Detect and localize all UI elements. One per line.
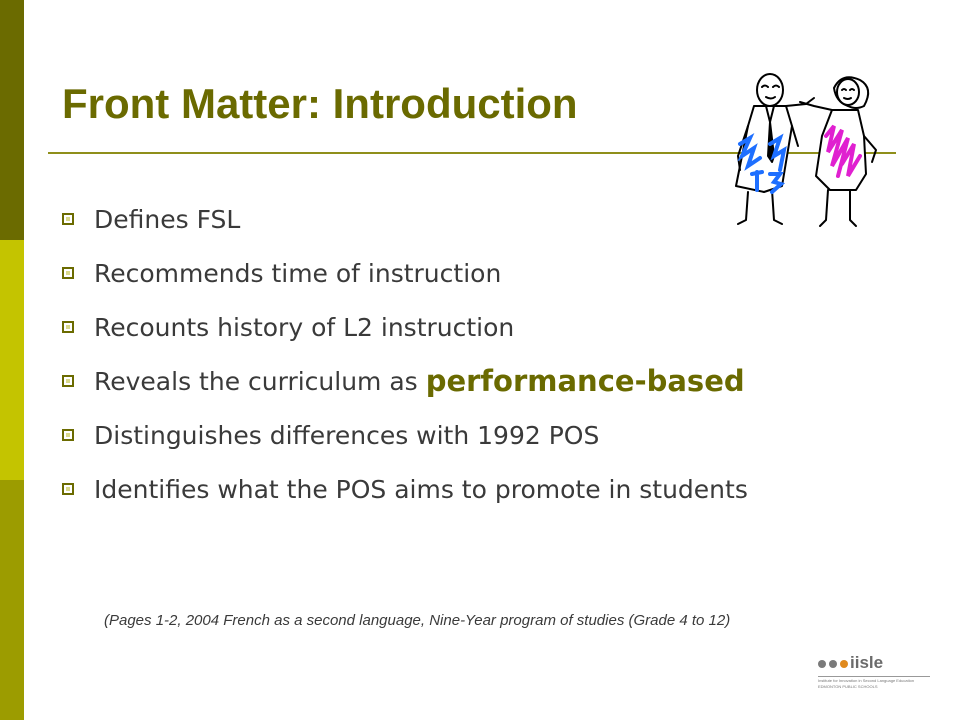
slide-title: Front Matter: Introduction bbox=[62, 80, 578, 127]
logo-dot bbox=[818, 660, 826, 668]
logo-subtitle bbox=[818, 676, 930, 690]
logo-wordmark: iisle bbox=[850, 653, 884, 672]
bullet-square-icon bbox=[62, 483, 74, 495]
bullet-text: Defines FSL bbox=[94, 204, 241, 234]
logo-subtitle-line2: EDMONTON PUBLIC SCHOOLS bbox=[818, 684, 878, 689]
bullet-text: Recounts history of L2 instruction bbox=[94, 312, 515, 342]
bullet-square-icon bbox=[62, 213, 74, 225]
sidebar-segment-bottom bbox=[0, 480, 24, 720]
bullet-square-icon bbox=[62, 375, 74, 387]
bullet-item bbox=[62, 246, 748, 300]
bullet-text: Recommends time of instruction bbox=[94, 258, 502, 288]
bullet-item bbox=[62, 354, 748, 408]
bullet-emphasis: performance-based bbox=[425, 364, 745, 398]
iisle-logo bbox=[818, 653, 930, 700]
bullet-item bbox=[62, 300, 748, 354]
logo-dot bbox=[829, 660, 837, 668]
logo-dots bbox=[818, 656, 848, 672]
bullet-text: Identifies what the POS aims to promote in students bbox=[94, 474, 748, 504]
bullet-list bbox=[62, 192, 748, 516]
bullet-item bbox=[62, 408, 748, 462]
bullet-square-icon bbox=[62, 429, 74, 441]
logo-subtitle-line1: Institute for Innovation in Second Language Education bbox=[818, 678, 915, 683]
bullet-text: Distinguishes differences with 1992 POS bbox=[94, 420, 600, 450]
bullet-text: Reveals the curriculum as bbox=[94, 366, 418, 396]
bullet-square-icon bbox=[62, 321, 74, 333]
sidebar-segment-top bbox=[0, 0, 24, 240]
logo-dot bbox=[840, 660, 848, 668]
bullet-item bbox=[62, 462, 748, 516]
bullet-square-icon bbox=[62, 267, 74, 279]
two-people-clipart bbox=[726, 66, 898, 232]
bullet-item bbox=[62, 192, 748, 246]
source-citation: (Pages 1-2, 2004 French as a second language, Nine-Year program of studies (Grade 4 to 12) bbox=[104, 612, 731, 629]
sidebar-segment-middle bbox=[0, 240, 24, 480]
